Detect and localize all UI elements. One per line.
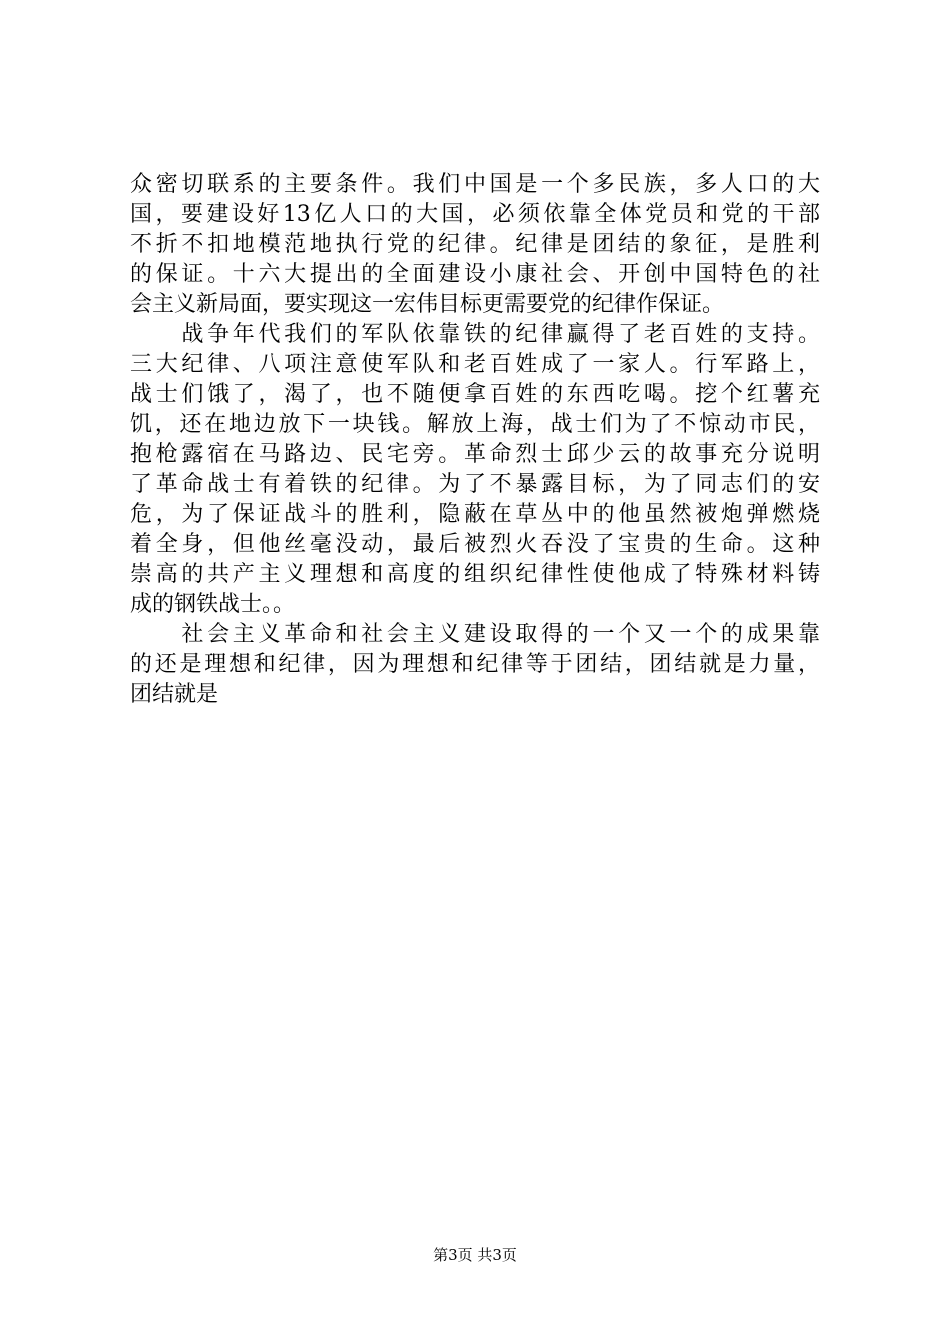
page-footer [0,1245,950,1265]
text-line: 三大纪律、八项注意使军队和老百姓成了一家人。行军路上， [130,352,820,377]
text-line: 不折不扣地模范地执行党的纪律。纪律是团结的象征，是胜利 [130,232,820,257]
text-line: 的保证。十六大提出的全面建设小康社会、开创中国特色的社 [130,262,820,287]
text-line: 饥，还在地边放下一块钱。解放上海，战士们为了不惊动市民， [130,412,820,437]
text-line: 会主义新局面，要实现这一宏伟目标更需要党的纪律作保证。 [130,292,725,317]
text-line: 危，为了保证战斗的胜利，隐蔽在草丛中的他虽然被炮弹燃烧 [130,502,820,527]
text-line: 抱枪露宿在马路边、民宅旁。革命烈士邱少云的故事充分说明 [130,442,820,467]
body-text [130,170,820,710]
text-line: 成的钢铁战士。。 [130,592,296,617]
text-line: 众密切联系的主要条件。我们中国是一个多民族，多人口的大 [130,172,820,197]
text-line: 战士们饿了，渴了，也不随便拿百姓的东西吃喝。挖个红薯充 [130,382,820,407]
text-line: 团结就是 [130,682,219,707]
text-line: 的还是理想和纪律，因为理想和纪律等于团结，团结就是力量， [130,652,820,677]
text-line: 着全身，但他丝毫没动，最后被烈火吞没了宝贵的生命。这种 [130,532,820,557]
text-line: 崇高的共产主义理想和高度的组织纪律性使他成了特殊材料铸 [130,562,820,587]
text-line: 战争年代我们的军队依靠铁的纪律赢得了老百姓的支持。 [130,322,820,347]
text-line: 国，要建设好13亿人口的大国，必须依靠全体党员和党的干部 [130,202,820,227]
text-line: 了革命战士有着铁的纪律。为了不暴露目标，为了同志们的安 [130,472,820,497]
page-number: 第3页 共3页 [433,1246,517,1264]
text-line: 社会主义革命和社会主义建设取得的一个又一个的成果靠 [130,622,820,647]
